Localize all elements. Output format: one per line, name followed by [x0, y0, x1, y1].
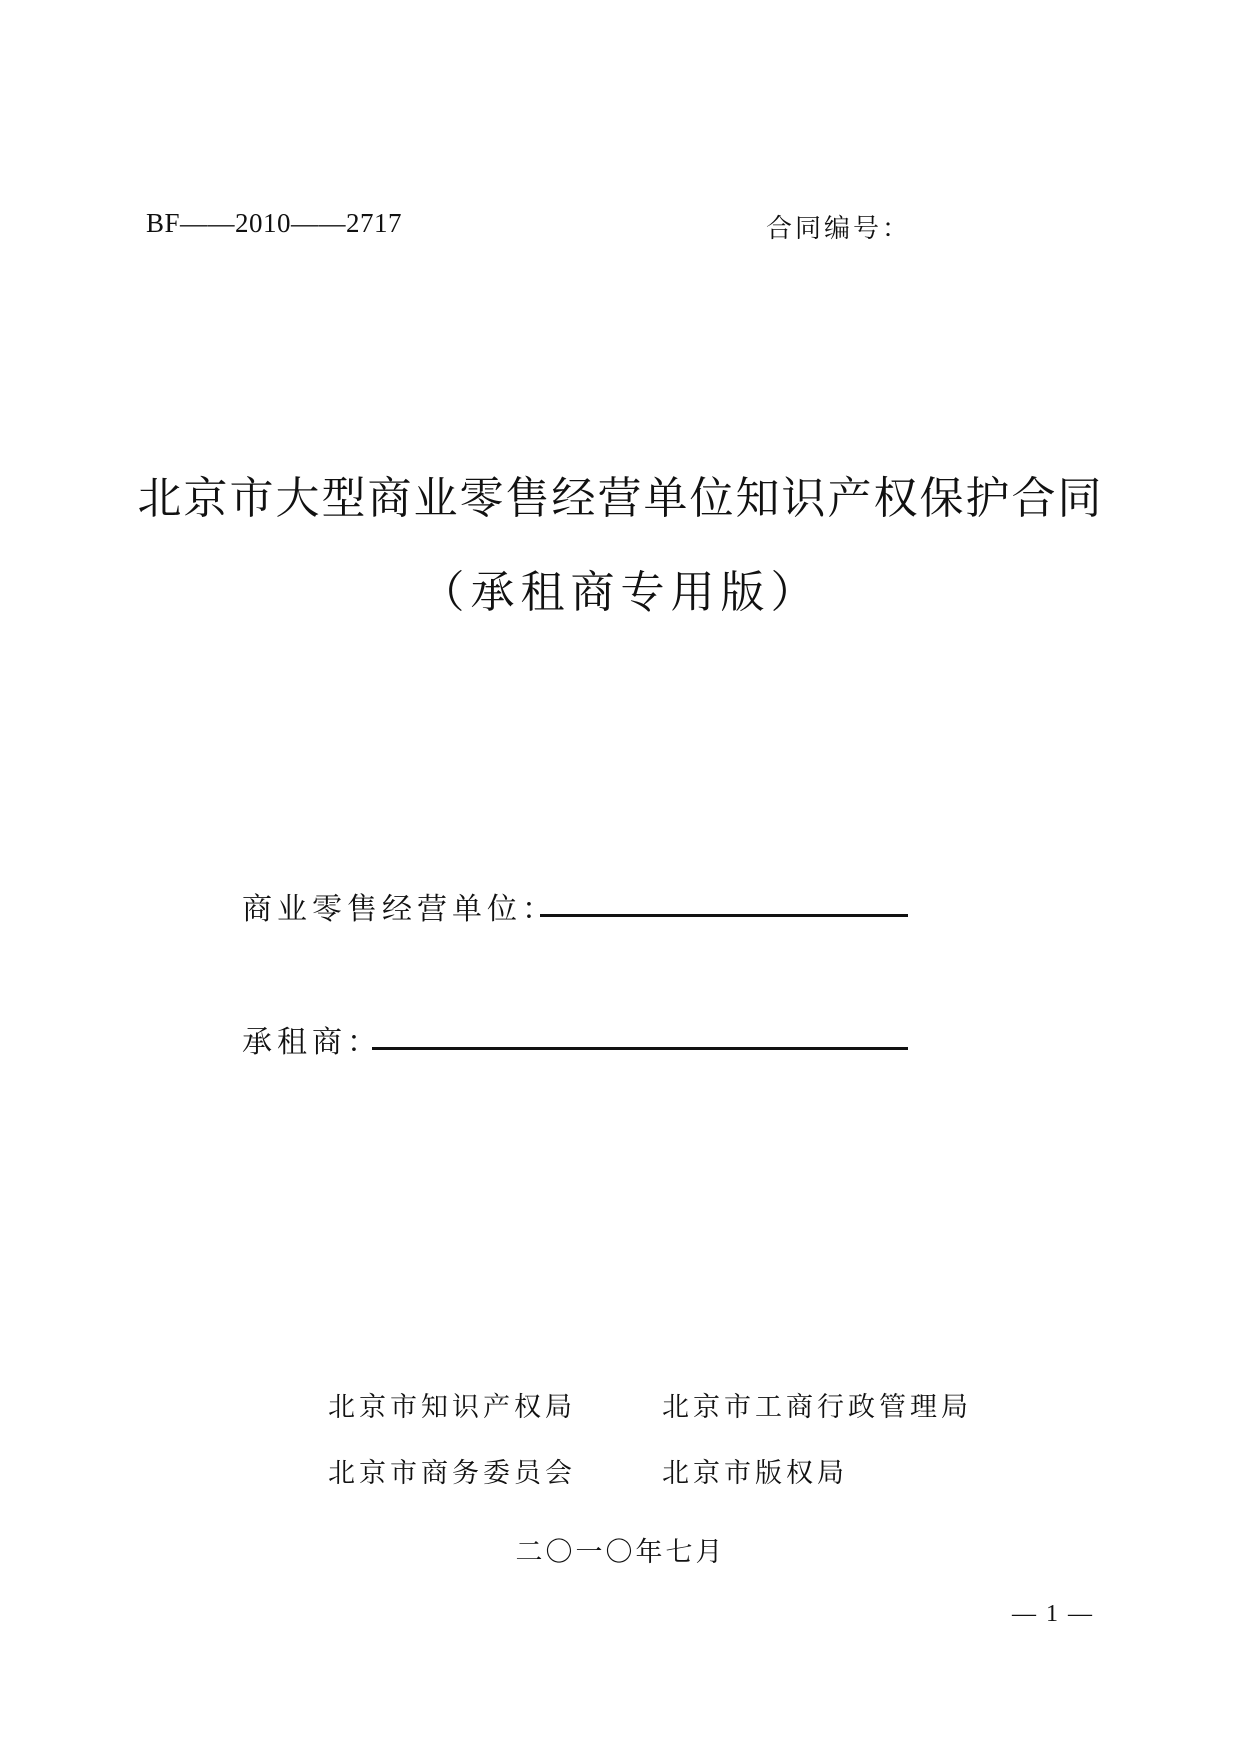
issuer-copyright-office: 北京市版权局 [662, 1458, 848, 1489]
issuer-ip-office: 北京市知识产权局 [328, 1392, 576, 1423]
document-title: 北京市大型商业零售经营单位知识产权保护合同 [137, 473, 1104, 524]
tenant-label: 承租商： [242, 1025, 382, 1060]
document-code: BF——2010——2717 [146, 208, 403, 238]
contract-number-label: 合同编号： [766, 214, 912, 244]
tenant-field[interactable] [372, 1047, 908, 1050]
document-subtitle: （承租商专用版） [420, 567, 821, 618]
retailer-label: 商业零售经营单位： [242, 892, 557, 927]
issuer-industry-commerce: 北京市工商行政管理局 [662, 1392, 972, 1423]
retailer-field[interactable] [540, 914, 908, 917]
page-number: — 1 — [1012, 1601, 1094, 1627]
issue-date: 二〇一〇年七月 [515, 1537, 726, 1568]
issuer-commerce-commission: 北京市商务委员会 [328, 1458, 576, 1489]
